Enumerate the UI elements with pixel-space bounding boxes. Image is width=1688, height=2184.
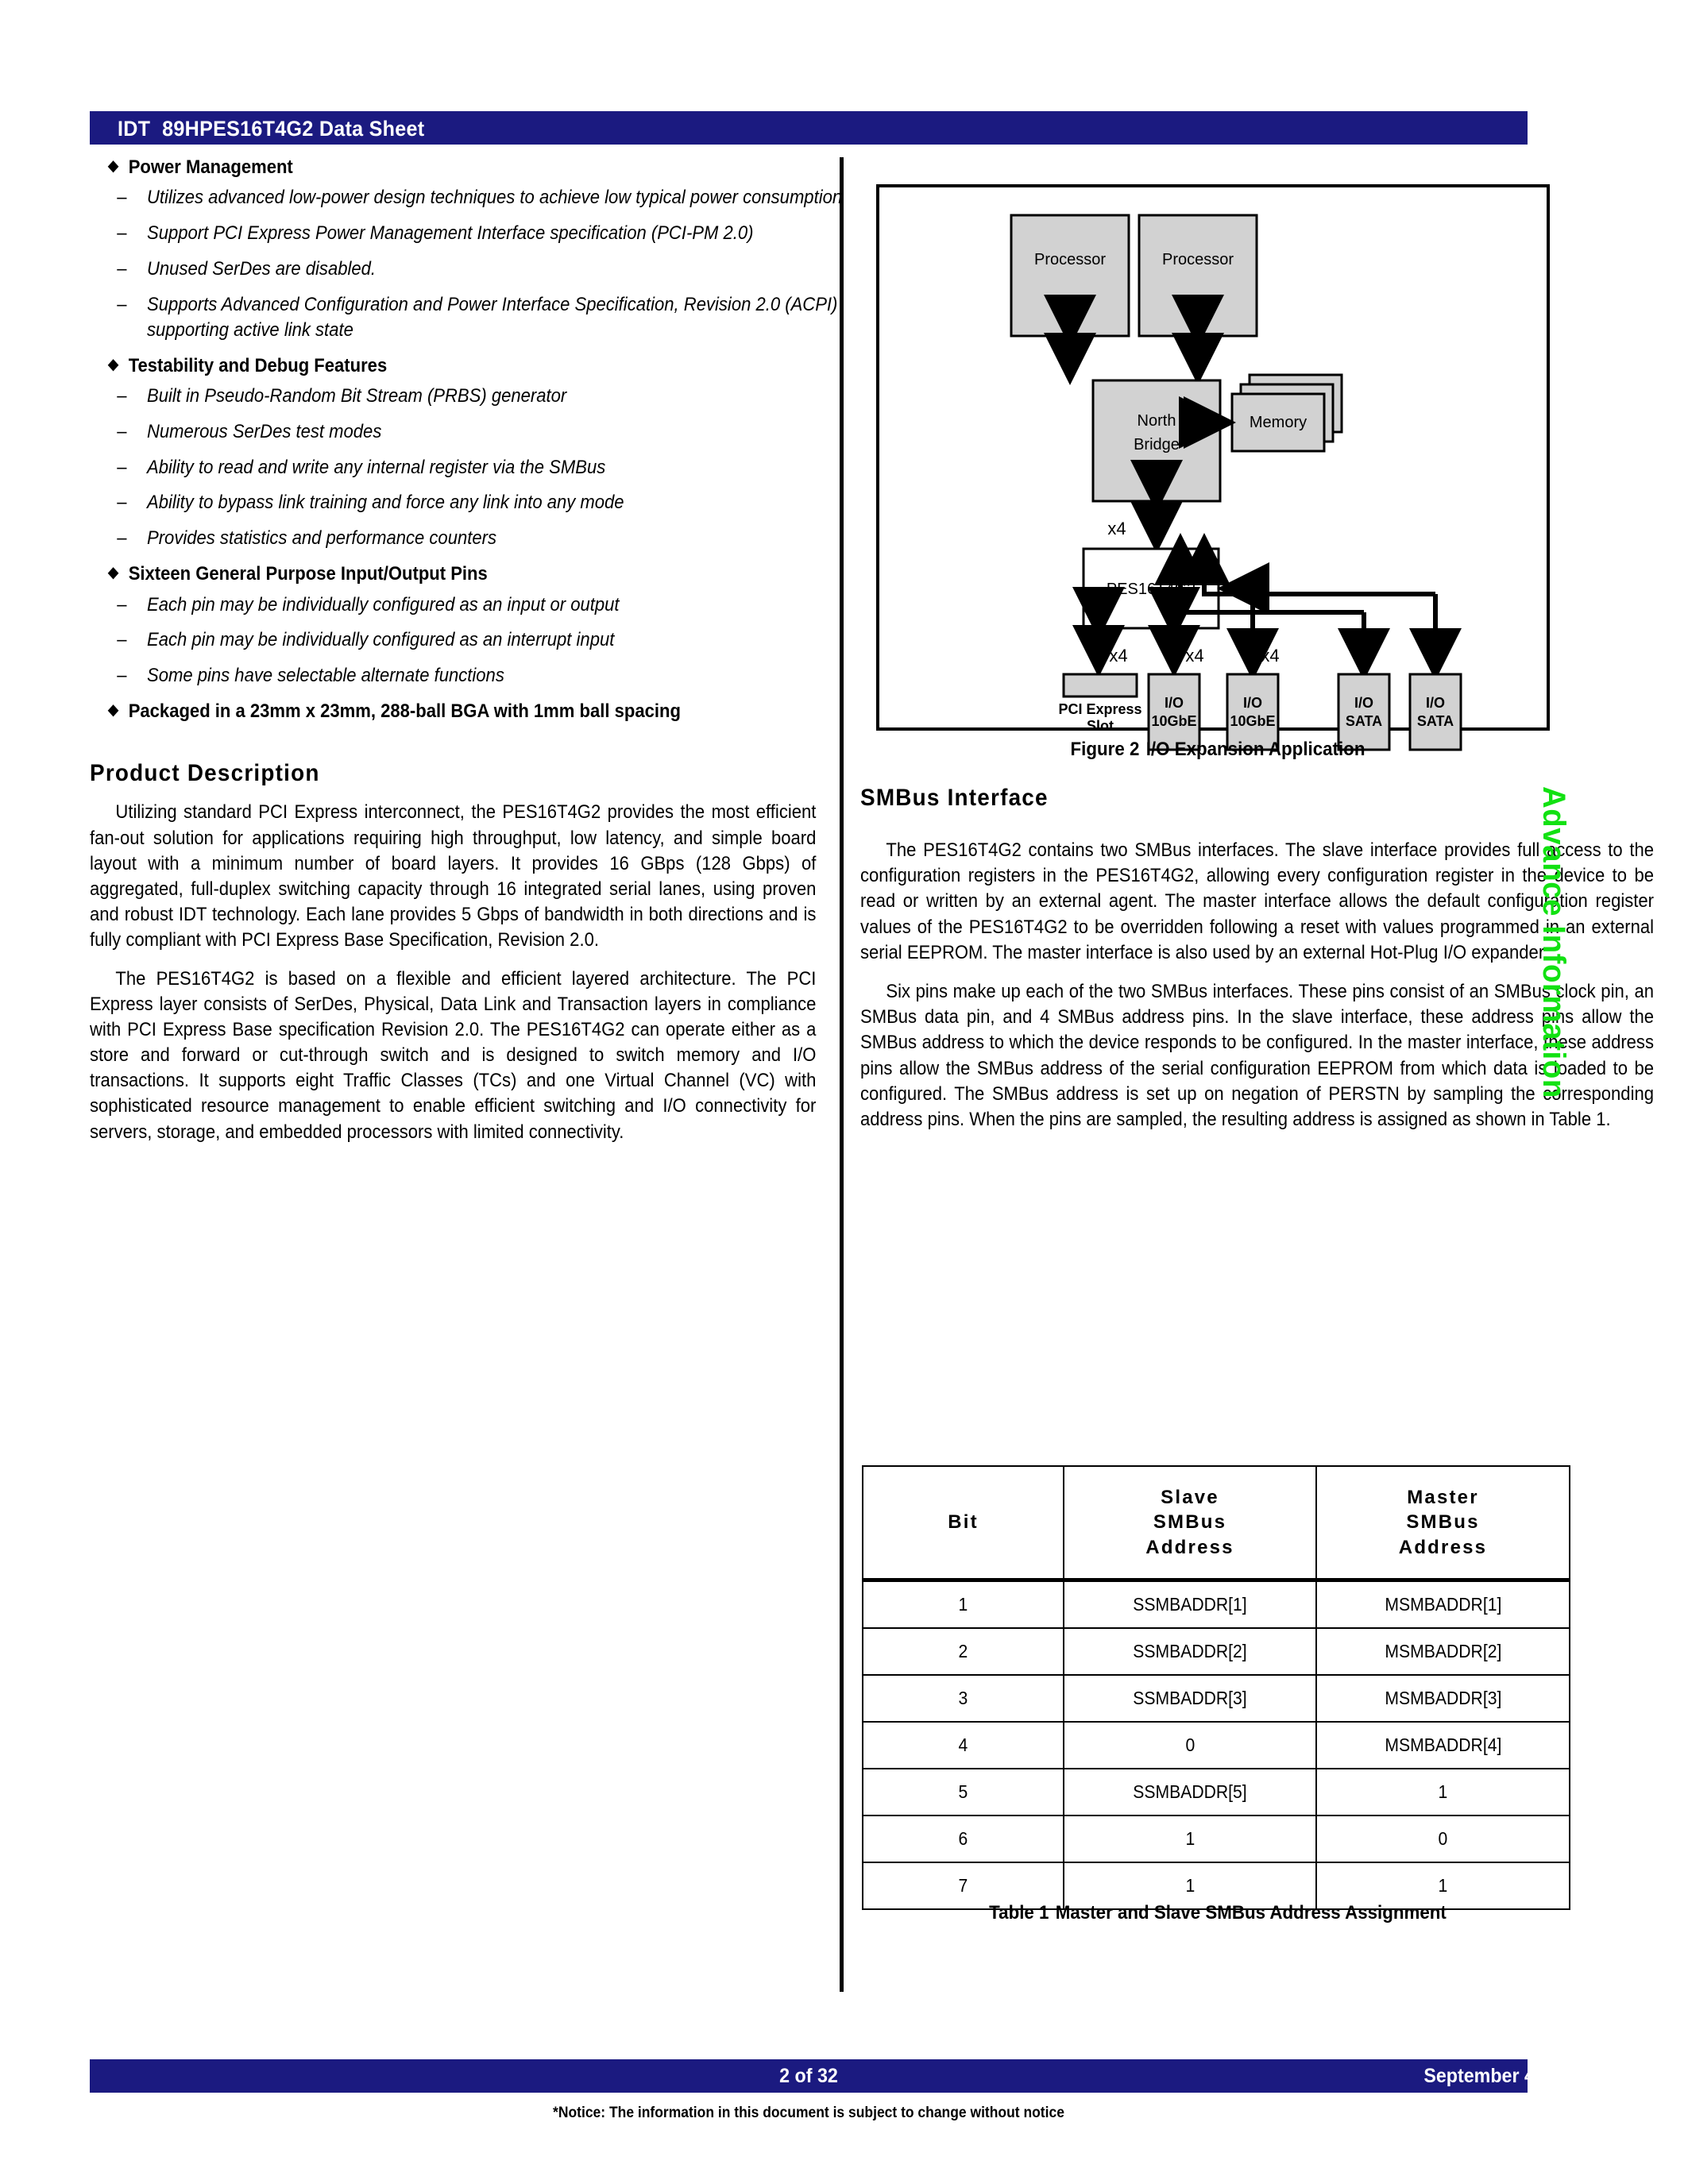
cell-slave: SSMBADDR[2] [1064, 1628, 1316, 1675]
product-description-heading: Product Description [90, 760, 320, 787]
cell-master: MSMBADDR[4] [1316, 1722, 1570, 1769]
smbus-address-table-wrap [862, 1465, 1569, 1910]
cell-bit: 1 [863, 1580, 1064, 1629]
product-description-paragraph: Utilizing standard PCI Express interconnect, the PES16T4G2 provides the most efficient fan-out solution for applications requiring high throughput, low latency, and simple board layout with a minimum number of board layers. It provides 16 GBps (128 Gbps) of aggregated, full-duplex switching capacity through 16 integrated serial lanes, using proven and robust IDT technology. Each lane provides 5 Gbps of bandwidth in both directions and is fully compliant with PCI Express Base Specification, Revision 2.0. [90, 801, 817, 951]
feature-item: – Utilizes advanced low-power design techniques to achieve low typical power consumption [90, 185, 869, 210]
diamond-bullet-icon: ◆ [107, 701, 119, 720]
dash-bullet-icon: – [117, 456, 127, 478]
feature-group-title: ◆ Testability and Debug Features [107, 354, 388, 376]
diamond-bullet-icon: ◆ [107, 564, 119, 582]
io2-label-2: 10GbE [1230, 713, 1276, 729]
dash-bullet-icon: – [117, 187, 127, 209]
table-row [863, 1580, 1570, 1629]
feature-sublist [90, 185, 843, 342]
table-row [863, 1769, 1570, 1815]
footer-notice: *Notice: The information in this document is subject to change without notice [553, 2105, 1064, 2121]
nb-link-label: x4 [1107, 519, 1126, 538]
dash-bullet-icon: – [117, 293, 127, 315]
dash-bullet-icon: – [117, 420, 127, 442]
cell-master: MSMBADDR[3] [1316, 1675, 1570, 1722]
dash-bullet-icon: – [117, 593, 127, 615]
feature-list [90, 155, 843, 723]
block-diagram [879, 187, 1540, 734]
io4-label-2: SATA [1416, 713, 1454, 729]
cell-slave: SSMBADDR[3] [1064, 1675, 1316, 1722]
cell-bit: 4 [863, 1722, 1064, 1769]
cell-slave: 0 [1064, 1722, 1316, 1769]
advance-information-sidebar: Advance Information [1536, 786, 1571, 1098]
io2-label-1: I/O [1242, 695, 1263, 711]
table-header-master: Master SMBus Address [1316, 1466, 1570, 1580]
dash-bullet-icon: – [117, 384, 127, 407]
feature-item: – Support PCI Express Power Management Interface specification (PCI-PM 2.0) [90, 221, 869, 246]
figure-caption: Figure 2 I/O Expansion Application [1070, 739, 1365, 760]
north-bridge-label-2: Bridge [1134, 436, 1180, 453]
footer-page-number: 2 of 32 [779, 2065, 838, 2087]
feature-group-title: ◆ Sixteen General Purpose Input/Output Pins [107, 563, 488, 585]
feature-item: – Some pins have selectable alternate functions [90, 663, 869, 689]
header-brand: IDT [118, 117, 151, 141]
footer-date: September 4, 2007 [1423, 2065, 1586, 2087]
table-caption: Table 1 Master and Slave SMBus Address Assignment [989, 1902, 1447, 1924]
dash-bullet-icon: – [117, 492, 127, 514]
io4-label-1: I/O [1425, 695, 1446, 711]
header-title [118, 117, 424, 141]
io2-link-label: x4 [1261, 646, 1280, 666]
slot-link-label: x4 [1109, 646, 1128, 666]
feature-group-title: ◆ Power Management [107, 156, 293, 178]
table-row [863, 1675, 1570, 1722]
feature-item: – Each pin may be individually configured as an interrupt input [90, 627, 869, 653]
cell-bit: 6 [863, 1815, 1064, 1862]
diamond-bullet-icon: ◆ [107, 157, 119, 175]
dash-bullet-icon: – [117, 222, 127, 245]
io1-label-2: 10GbE [1151, 713, 1197, 729]
dash-bullet-icon: – [117, 527, 127, 550]
feature-item: – Provides statistics and performance counters [90, 526, 869, 551]
cell-bit: 2 [863, 1628, 1064, 1675]
feature-sublist [90, 384, 821, 551]
smbus-paragraph: The PES16T4G2 contains two SMBus interfaces. The slave interface provides full access to the configuration registers in the PES16T4G2, allowing every configuration register in the device to be read or written by an external agent. The master interface allows the default configuration register values of the PES16T4G2 to be overridden following a reset with values programmed in an external serial EEPROM. The master interface is also used by an external Hot-Plug I/O expander. [860, 839, 1654, 963]
dash-bullet-icon: – [117, 665, 127, 687]
processor-2-label: Processor [1161, 251, 1234, 268]
cell-master: 1 [1316, 1769, 1570, 1815]
diamond-bullet-icon: ◆ [107, 355, 119, 373]
cell-slave: 1 [1064, 1862, 1316, 1909]
cell-master: 0 [1316, 1815, 1570, 1862]
feature-item: – Each pin may be individually configured as an input or output [90, 592, 869, 618]
slot-label-2: Slot [1087, 718, 1114, 734]
slot-label-1: PCI Express [1058, 701, 1142, 717]
cell-slave: 1 [1064, 1815, 1316, 1862]
dash-bullet-icon: – [117, 629, 127, 651]
memory-label: Memory [1249, 414, 1308, 431]
product-description-paragraph: The PES16T4G2 is based on a flexible and efficient layered architecture. The PCI Express layer consists of SerDes, Physical, Data Link and Transaction layers in compliance with PCI Express Base specification Revision 2.0. The PES16T4G2 can operate either as a store and forward or cut-through switch and is designed to switch memory and I/O transactions. It supports eight Traffic Classes (TCs) and one Virtual Channel (VC) with sophisticated resource management to enable efficient switching and I/O connectivity for servers, storage, and embedded processors with limited connectivity. [90, 967, 817, 1143]
io1-label-1: I/O [1164, 695, 1184, 711]
switch-label: PES16T4G2 [1106, 581, 1196, 598]
feature-item: – Supports Advanced Configuration and Power Interface Specification, Revision 2.0 (ACPI) supporting active link state [117, 293, 838, 341]
io3-label-1: I/O [1354, 695, 1374, 711]
cell-bit: 7 [863, 1862, 1064, 1909]
smbus-paragraph: Six pins make up each of the two SMBus interfaces. These pins consist of an SMBus clock pin, an SMBus data pin, and 4 SMBus address pins. In the slave interface, these address pins allow the SMBus address to which the device responds to be configured. In the master interface, these address pins allow the SMBus address of the serial configuration EEPROM from which data is loaded to be configured. The SMBus address is set up on negation of PERSTN by sampling the corresponding address pins. When the pins are sampled, the resulting address is assigned as shown in Table 1. [860, 981, 1654, 1131]
cell-slave: SSMBADDR[1] [1064, 1580, 1316, 1629]
cell-bit: 5 [863, 1769, 1064, 1815]
dash-bullet-icon: – [117, 258, 127, 280]
feature-item: – Numerous SerDes test modes [90, 419, 869, 445]
table-header-slave: Slave SMBus Address [1064, 1466, 1316, 1580]
feature-sublist [90, 592, 821, 689]
feature-group-title: ◆ Packaged in a 23mm x 23mm, 288-ball BGA with 1mm ball spacing [107, 700, 681, 723]
left-column [90, 155, 843, 1159]
table-row [863, 1815, 1570, 1862]
header-doc-title: 89HPES16T4G2 Data Sheet [162, 117, 425, 141]
table-row [863, 1628, 1570, 1675]
table-header-bit: Bit [863, 1466, 1064, 1580]
cell-master: MSMBADDR[1] [1316, 1580, 1570, 1629]
processor-1-label: Processor [1033, 251, 1107, 268]
io1-link-label: x4 [1185, 646, 1204, 666]
cell-master: MSMBADDR[2] [1316, 1628, 1570, 1675]
table-row [863, 1722, 1570, 1769]
feature-item: – Ability to read and write any internal register via the SMBus [90, 455, 869, 480]
feature-item: – Ability to bypass link training and force any link into any mode [90, 490, 869, 515]
io3-label-2: SATA [1345, 713, 1383, 729]
smbus-address-table [862, 1465, 1570, 1910]
cell-bit: 3 [863, 1675, 1064, 1722]
figure-io-expansion [876, 184, 1550, 734]
cell-slave: SSMBADDR[5] [1064, 1769, 1316, 1815]
feature-item: – Unused SerDes are disabled. [90, 257, 869, 282]
north-bridge-label-1: North [1137, 412, 1176, 430]
cell-master: 1 [1316, 1862, 1570, 1909]
feature-item: – Built in Pseudo-Random Bit Stream (PRBS) generator [90, 384, 869, 409]
table-header-row [863, 1466, 1570, 1580]
smbus-heading: SMBus Interface [860, 785, 1049, 811]
